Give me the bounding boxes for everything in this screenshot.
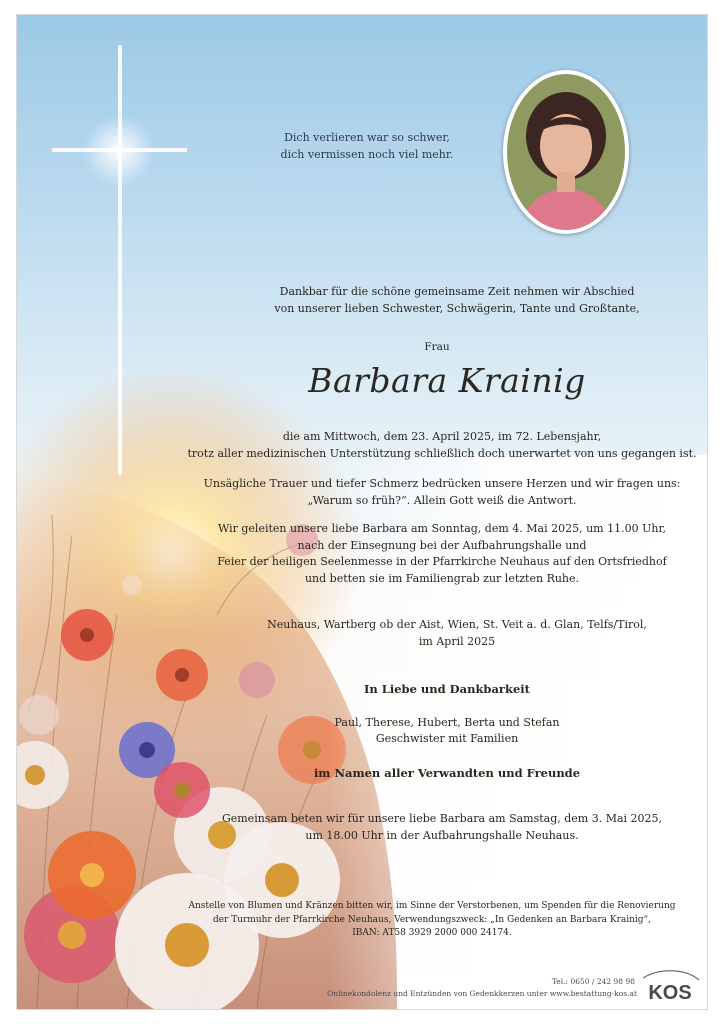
funeral-line: Wir geleiten unsere liebe Barbara am Sonntag, dem 4. Mai 2025, um 11.00 Uhr, — [217, 522, 666, 535]
kos-logo — [637, 970, 703, 1004]
grief-line: „Warum so früh?“. Allein Gott weiß die Antwort. — [307, 493, 577, 507]
relatives-line: im Namen aller Verwandten und Freunde — [313, 766, 581, 780]
donation-request — [167, 900, 697, 941]
date-line: im April 2025 — [418, 634, 496, 648]
mass-line: Gemeinsam beten wir für unsere liebe Barbara am Samstag, dem 3. Mai 2025, — [221, 812, 663, 825]
funeral-line: und betten sie im Familiengrab zur letzten Ruhe. — [304, 571, 580, 585]
phone-number: Tel.: 0650 / 242 98 98 — [551, 977, 635, 986]
grief-line: Unsägliche Trauer und tiefer Schmerz bedrücken unsere Herzen und wir fragen uns: — [203, 477, 681, 490]
funeral-line: Feier der heiligen Seelenmesse in der Pfarrkirche Neuhaus auf den Ortsfriedhof — [217, 555, 667, 568]
donation-line: Anstelle von Blumen und Kränzen bitten wir, im Sinne der Verstorbenen, um Spenden für die Renovierung — [188, 901, 676, 911]
parte-sheet — [17, 15, 707, 1009]
place-and-date — [207, 617, 707, 650]
love-line: In Liebe und Dankbarkeit — [364, 682, 530, 696]
intro-line: von unserer lieben Schwester, Schwägerin, Tante und Großtante, — [274, 302, 640, 315]
quote-line: dich vermissen noch viel mehr. — [280, 148, 454, 161]
donation-line: der Turmuhr der Pfarrkirche Neuhaus, Verwendungszweck: „In Gedenken an Barbara Krainig“, — [212, 914, 652, 925]
family-line: Paul, Therese, Hubert, Berta und Stefan — [334, 716, 560, 729]
iban-line: IBAN: AT58 3929 2000 000 24174. — [352, 928, 512, 938]
funeral-details — [187, 521, 697, 587]
online-condolence-note[interactable]: Onlinekondolenz und Entzünden von Gedenkkerzen unter www.bestattung-kos.at — [327, 989, 637, 998]
logo-text: KOS — [648, 982, 692, 1004]
funeral-line: nach der Einsegnung bei der Aufbahrungshalle und — [297, 538, 587, 552]
death-notice-line: trotz aller medizinischen Unterstützung schließlich doch unerwartet von uns gegangen ist. — [187, 446, 697, 460]
deceased-name: Barbara Krainig — [308, 361, 586, 400]
death-notice — [187, 429, 697, 462]
place-line: Neuhaus, Wartberg ob der Aist, Wien, St. Veit a. d. Glan, Telfs/Tirol, — [267, 618, 647, 631]
mass-line: um 18.00 Uhr in der Aufbahrungshalle Neuhaus. — [305, 828, 579, 842]
poem-quote — [237, 129, 497, 163]
family-names — [247, 715, 647, 747]
death-notice-line: die am Mittwoch, dem 23. April 2025, im 72. Lebensjahr, — [282, 430, 602, 443]
quote-line: Dich verlieren war so schwer, — [284, 131, 450, 144]
prayer-service — [187, 811, 697, 844]
intro-text — [217, 283, 697, 317]
family-line: Geschwister mit Familien — [375, 732, 519, 745]
portrait-photo — [503, 70, 629, 234]
intro-line: Dankbar für die schöne gemeinsame Zeit nehmen wir Abschied — [279, 285, 635, 298]
grief-text — [187, 476, 697, 509]
salutation: Frau — [424, 341, 450, 353]
